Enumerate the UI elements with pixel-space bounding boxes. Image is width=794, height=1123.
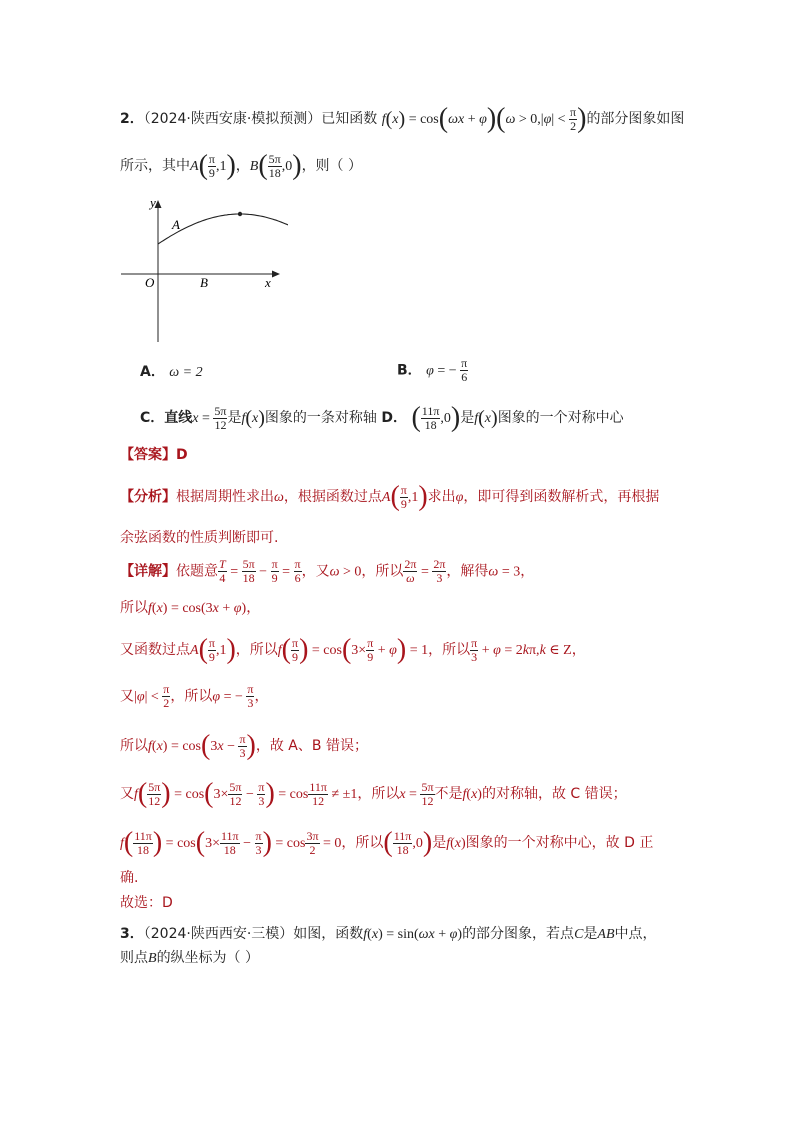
question-number: 2． — [120, 111, 144, 127]
option-text: 是 — [460, 410, 475, 426]
point-a-label: A — [172, 217, 180, 232]
stem-text: 的部分图象，若点 — [462, 926, 575, 942]
analysis-text: ，即可得到函数解析式，再根据 — [463, 489, 660, 505]
detail-text: ，所以 — [235, 642, 278, 658]
detail-text: 所以 — [120, 600, 148, 616]
detail-line-2: 所以f(x) = cos(3x + φ)， — [120, 600, 261, 616]
option-math: ω = 2 — [169, 365, 203, 380]
detail-text: 是 — [432, 835, 447, 851]
detail-text: 的对称轴，故 C 错误； — [481, 786, 627, 802]
option-label: A． — [140, 364, 165, 380]
analysis-text: 根据周期性求出 — [176, 489, 274, 505]
detail-text: 确. — [120, 870, 139, 886]
option-b: B． φ = − $\frac{\pi}{6}$ — [397, 356, 468, 384]
detail-text: ，又 — [301, 563, 330, 580]
detail-text: ，解得 — [446, 563, 489, 580]
detail-text: 又 — [120, 786, 134, 802]
detail-line-6: 又f( $\frac{5\pi}{12}$ ) = cos(3× $\frac{5\pi}{12}$ − $\frac{\pi}{3}$ ) = cos $\frac{11\pi}{12}$ ≠ ±1，所以x = $\frac{5\pi}{12}$ 不是f(x)的对称轴，故 C 错误； — [120, 778, 627, 809]
stem-text: 是 — [583, 926, 598, 942]
x-axis-arrow-icon — [272, 271, 280, 278]
analysis-label: 【分析】 — [120, 489, 176, 505]
point-b-label: B — [200, 275, 208, 290]
option-text: 是 — [227, 410, 242, 426]
option-label: B． — [397, 362, 422, 379]
q2-line-1: 2．（2024·陕西安康·模拟预测）已知函数 f(x) = cos(ωx + φ)(ω > 0,|φ| < $\frac{\pi}{2}$ )的部分图象如图 — [120, 103, 685, 134]
choose-text: 故选：D — [120, 895, 173, 911]
detail-text: ，所以 — [357, 786, 400, 802]
question-source: （2024·陕西西安·三模） — [143, 926, 294, 942]
detail-text: 又 — [120, 688, 134, 705]
choose-line — [120, 893, 173, 913]
detail-text: ，所以 — [341, 835, 384, 851]
analysis-line-1: 【分析】根据周期性求出ω，根据函数过点A( $\frac{\pi}{9}$ ,1)求出φ，即可得到函数解析式，再根据 — [120, 481, 660, 512]
point-a — [238, 212, 242, 216]
detail-line-5: 所以f(x) = cos(3x − $\frac{\pi}{3}$ )，故 A、B 错误； — [120, 730, 368, 761]
detail-line-8 — [120, 868, 138, 888]
analysis-text: ，根据函数过点 — [283, 489, 382, 505]
detail-text: 不是 — [434, 786, 463, 802]
question-number: 3． — [120, 926, 144, 942]
option-label: D． — [381, 410, 407, 426]
detail-text: 依题意 — [176, 563, 218, 580]
detail-label: 【详解】 — [120, 563, 176, 580]
analysis-line-2 — [120, 528, 278, 548]
question-source: （2024·陕西安康·模拟预测） — [143, 111, 322, 127]
answer-value: D — [176, 447, 188, 463]
analysis-text: 求出 — [427, 489, 456, 505]
stem-text: 已知函数 — [321, 111, 378, 127]
detail-line-7: f( $\frac{11\pi}{18}$ ) = cos(3× $\frac{11\pi}{18}$ − $\frac{\pi}{3}$ ) = cos $\frac{3\pi}{2}$ = 0，所以( $\frac{11\pi}{18}$ ,0)是f(x)图象的一个对称中心，故 D 正 — [120, 827, 654, 858]
option-text: 图象的一条对称轴 — [264, 410, 377, 426]
detail-text: ，所以 — [428, 642, 471, 658]
function-def: f — [381, 112, 386, 127]
answer-line — [120, 445, 188, 465]
option-text: 图象的一个对称中心 — [497, 410, 624, 426]
function-graph — [118, 190, 288, 350]
stem-text: 中点， — [614, 926, 657, 942]
detail-text: ，所以 — [361, 563, 404, 580]
q3-line-1: 3．（2024·陕西西安·三模）如图，函数f(x) = sin(ωx + φ)的部分图象，若点C是AB中点， — [120, 926, 657, 942]
q2-line-2: 所示，其中A( $\frac{\pi}{9}$ ,1)，B( $\frac{5\pi}{18}$ ,0)，则（ ） — [120, 150, 363, 181]
option-label: C．直线 — [140, 410, 193, 426]
stem-text: 所示，其中 — [120, 158, 190, 174]
answer-label: 【答案】 — [120, 447, 176, 463]
analysis-text: 余弦函数的性质判断即可. — [120, 530, 279, 546]
option-c-d: C．直线x = $\frac{5\pi}{12}$ 是f(x)图象的一条对称轴 D． ( $\frac{11\pi}{18}$ ,0)是f(x)图象的一个对称中心 — [140, 402, 624, 433]
detail-text: 所以 — [120, 738, 148, 754]
detail-line-1: 【详解】依题意 $\frac{T}{4}$ = $\frac{5\pi}{18}$ − $\frac{\pi}{9}$ = $\frac{\pi}{6}$ ，又ω > 0，所以 $\frac{2\pi}{\omega}$ = $\frac{2\pi}{3}$ ，解得ω = 3， — [120, 557, 535, 585]
detail-text: 图象的一个对称中心，故 D 正 — [465, 835, 654, 851]
y-axis-label: y — [150, 195, 156, 210]
detail-text: 又函数过点 — [120, 642, 190, 658]
detail-line-4: 又|φ| < $\frac{\pi}{2}$ ，所以φ = − $\frac{\pi}{3}$ ， — [120, 682, 269, 710]
stem-text: 的纵坐标为（ ） — [156, 950, 260, 966]
stem-text: ，则（ ） — [301, 158, 363, 174]
q3-line-2: 则点B的纵坐标为（ ） — [120, 950, 260, 966]
stem-text: 的部分图象如图 — [586, 111, 685, 127]
stem-text: 则点 — [120, 950, 148, 966]
origin-label: O — [145, 275, 155, 290]
detail-text: ，故 A、B 错误； — [255, 738, 368, 754]
option-a — [140, 362, 203, 383]
stem-text: 如图，函数 — [293, 926, 364, 942]
x-axis-label: x — [265, 275, 271, 290]
detail-line-3: 又函数过点A( $\frac{\pi}{9}$ ,1)，所以f( $\frac{\pi}{9}$ ) = cos(3× $\frac{\pi}{9}$ + φ) = 1，所以 $\frac{\pi}{3}$ + φ = 2kπ,k ∈ Z， — [120, 634, 586, 665]
detail-text: ，所以 — [170, 688, 213, 705]
